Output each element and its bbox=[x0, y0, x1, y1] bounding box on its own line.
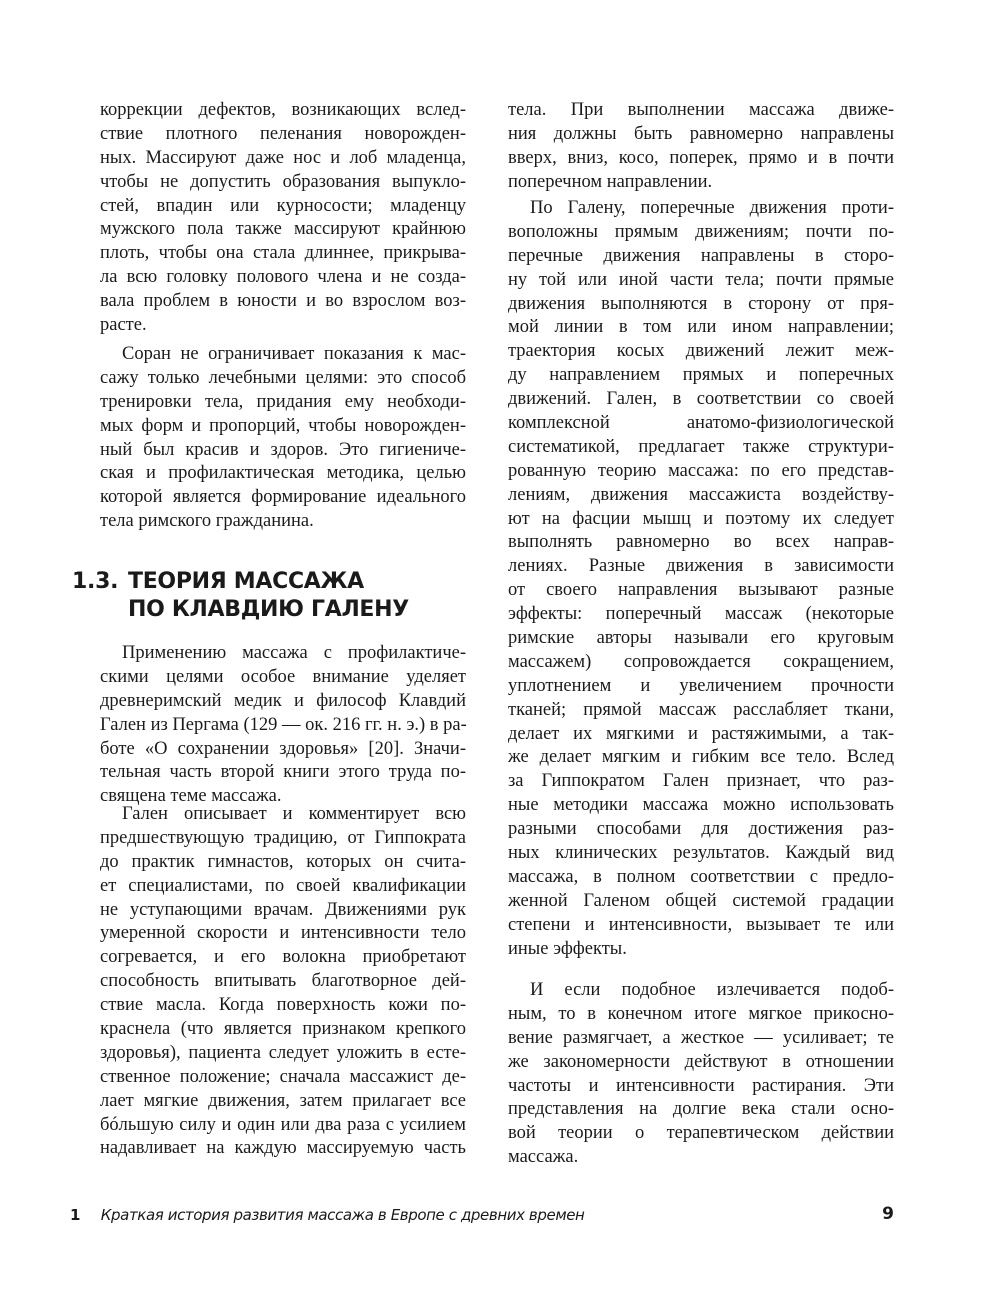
text-line: траектория косых движений лежит меж- bbox=[508, 341, 894, 362]
text-line: способность впитывать благотворное дей- bbox=[100, 971, 466, 992]
text-line: иные эффекты. bbox=[508, 938, 627, 959]
text-line: разными способами для достижения раз- bbox=[508, 819, 894, 840]
text-line: чтобы не допустить образования выпукло- bbox=[100, 171, 466, 192]
text-line: сажу только лечебными целями: это способ bbox=[100, 367, 466, 388]
text-line: движений. Гален, в соответствии со своей bbox=[508, 389, 894, 410]
text-line: тела. При выполнении массажа движе- bbox=[508, 100, 894, 120]
text-line: рованную теорию массажа: по его представ- bbox=[508, 460, 894, 481]
text-line: древнеримский медик и философ Клавдий bbox=[100, 690, 466, 711]
section-title-line-2: ПО КЛАВДИЮ ГАЛЕНУ bbox=[128, 597, 409, 622]
text-line: частоты и интенсивности растирания. Эти bbox=[508, 1075, 894, 1096]
text-line: ют на фасции мышц и поэтому их следует bbox=[508, 508, 894, 529]
text-line: умеренной скорости и интенсивности тело bbox=[100, 923, 466, 944]
text-line: представления на долгие века стали осно- bbox=[508, 1099, 894, 1120]
text-line: вой теории о терапевтическом действии bbox=[508, 1123, 894, 1144]
text-line: ствие плотного пеленания новорожден- bbox=[100, 123, 466, 144]
text-line: массажем) сопровождается сокращением, bbox=[508, 651, 894, 672]
text-line: И если подобное излечивается подоб- bbox=[530, 980, 894, 1000]
text-line: мужского пола также массируют крайнюю bbox=[100, 219, 466, 240]
text-line: делает их мягкими и растяжимыми, а так- bbox=[508, 723, 894, 744]
text-line: лает мягкие движения, затем прилагает все bbox=[100, 1090, 466, 1111]
text-line: тканей; прямой массаж расслабляет ткани, bbox=[508, 699, 894, 720]
text-line: ет специалистами, по своей квалификации bbox=[100, 875, 466, 896]
text-line: тренировки тела, придания ему необходи- bbox=[100, 391, 466, 412]
chapter-title: Краткая история развития массажа в Европе с древних времен bbox=[100, 1206, 585, 1224]
text-line: римские авторы называли его круговым bbox=[508, 628, 894, 649]
text-line: ные методики массажа можно использовать bbox=[508, 795, 894, 816]
text-line: ская и профилактическая методика, целью bbox=[100, 463, 466, 484]
text-line: ных. Массируют даже нос и лоб младенца, bbox=[100, 147, 466, 168]
text-line: эффекты: поперечный массаж (некоторые bbox=[508, 604, 894, 625]
text-line: выполнять равномерно во всех направ- bbox=[508, 532, 894, 553]
text-line: Применению массажа с профилактиче- bbox=[122, 643, 466, 663]
section-heading bbox=[72, 568, 409, 624]
text-line: комплексной анатомо-физиологической bbox=[508, 413, 894, 434]
text-line: перечные движения направлены в сторо- bbox=[508, 245, 894, 266]
text-line: массажа. bbox=[508, 1147, 579, 1168]
text-line: Гален из Пергама (129 — ок. 216 гг. н. э.) в ра- bbox=[100, 714, 467, 735]
text-line: здоровья), пациента следует уложить в есте- bbox=[100, 1042, 466, 1063]
text-line: вение размягчает, а жесткое — усиливает; те bbox=[508, 1027, 894, 1048]
text-line: расте. bbox=[100, 315, 147, 336]
text-line: бóльшую силу и один или два раза с усилием bbox=[100, 1114, 466, 1135]
text-line: ных клинических результатов. Каждый вид bbox=[508, 843, 894, 864]
paragraph bbox=[100, 642, 466, 809]
text-line: степени и интенсивности, вызывает те или bbox=[508, 914, 894, 935]
chapter-number: 1 bbox=[70, 1206, 81, 1224]
text-line: от своего направления вызывают разные bbox=[508, 580, 894, 601]
text-line: воположны прямым движениям; почти по- bbox=[508, 221, 894, 242]
text-line: Соран не ограничивает показания к мас- bbox=[122, 344, 466, 364]
text-line: Гален описывает и комментирует всю bbox=[122, 804, 466, 824]
text-line: скими целями особое внимание уделяет bbox=[100, 666, 466, 687]
text-line: тела римского гражданина. bbox=[100, 511, 314, 532]
text-line: же закономерности действуют в отношении bbox=[508, 1051, 894, 1072]
page-number: 9 bbox=[882, 1204, 894, 1224]
text-line: По Галену, поперечные движения проти- bbox=[530, 198, 894, 218]
paragraph bbox=[508, 979, 894, 1170]
text-line: надавливает на каждую массируемую часть bbox=[100, 1138, 466, 1159]
text-line: вверх, вниз, косо, поперек, прямо и в почти bbox=[508, 147, 894, 168]
text-line: ный был красив и здоров. Это гигиениче- bbox=[100, 439, 466, 460]
text-line: боте «О сохранении здоровья» [20]. Значи- bbox=[100, 738, 466, 759]
section-number: 1.3. bbox=[72, 569, 119, 594]
text-line: ду направлением прямых и поперечных bbox=[508, 365, 894, 386]
running-footer bbox=[70, 1206, 894, 1224]
text-line: массажа, в полном соответствии с предло- bbox=[508, 866, 894, 887]
text-line: лениях. Разные движения в зависимости bbox=[508, 556, 894, 577]
text-line: тельная часть второй книги этого труда по- bbox=[100, 762, 466, 783]
text-line: ным, то в конечном итоге мягкое прикосно- bbox=[508, 1003, 894, 1024]
text-line: лениям, движения массажиста воздейству- bbox=[508, 484, 894, 505]
text-line: до практик гимнастов, которых он счита- bbox=[100, 851, 466, 872]
text-line: не уступающими врачам. Движениями рук bbox=[100, 899, 466, 920]
text-line: стей, впадин или курносости; младенцу bbox=[100, 195, 466, 216]
text-line: ствие масла. Когда поверхность кожи по- bbox=[100, 995, 466, 1016]
text-line: женной Галеном общей системой градации bbox=[508, 890, 894, 911]
text-line: систематикой, предлагает также структури- bbox=[508, 436, 894, 457]
text-line: же делает мягким и гибким все тело. Вслед bbox=[508, 747, 894, 768]
text-line: согревается, и его волокна приобретают bbox=[100, 947, 466, 968]
text-line: священа теме массажа. bbox=[100, 786, 282, 807]
text-line: ния должны быть равномерно направлены bbox=[508, 123, 894, 144]
paragraph bbox=[508, 99, 894, 195]
text-line: уплотнением и увеличением прочности bbox=[508, 675, 894, 696]
text-line: предшествующую традицию, от Гиппократа bbox=[100, 827, 466, 848]
text-line: ственное положение; сначала массажист де- bbox=[100, 1066, 466, 1087]
text-line: поперечном направлении. bbox=[508, 171, 713, 192]
text-line: мых форм и пропорций, чтобы новорожден- bbox=[100, 415, 466, 436]
text-line: плоть, чтобы она стала длиннее, прикрыва- bbox=[100, 243, 466, 264]
text-line: движения выполняются в сторону от пря- bbox=[508, 293, 894, 314]
text-line: вала проблем в юности и во взрослом воз- bbox=[100, 291, 466, 312]
text-line: коррекции дефектов, возникающих вслед- bbox=[100, 100, 466, 120]
text-line: которой является формирование идеального bbox=[100, 487, 466, 508]
paragraph bbox=[100, 343, 466, 534]
text-line: мой линии в том или ином направлении; bbox=[508, 317, 894, 338]
text-line: ла всю головку полового члена и не созда- bbox=[100, 267, 466, 288]
paragraph bbox=[508, 197, 894, 962]
section-title-line-1: ТЕОРИЯ МАССАЖА bbox=[128, 569, 364, 594]
paragraph bbox=[100, 99, 466, 338]
text-line: ну той или иной части тела; почти прямые bbox=[508, 269, 894, 290]
paragraph bbox=[100, 803, 466, 1161]
text-line: краснела (что является признаком крепкого bbox=[100, 1019, 466, 1040]
text-line: за Гиппократом Гален признает, что раз- bbox=[508, 771, 894, 792]
